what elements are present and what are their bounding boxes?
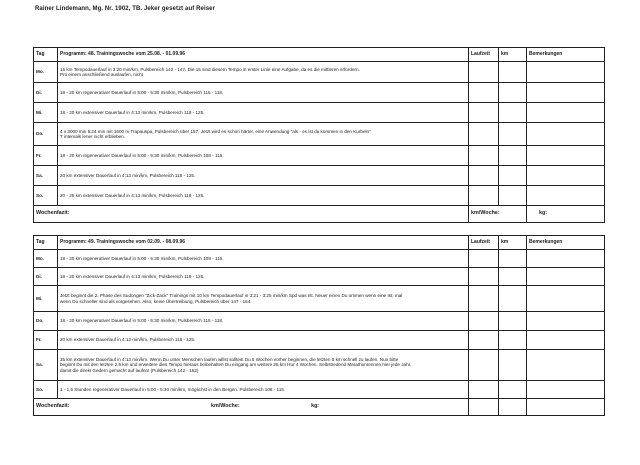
laufzeit-cell[interactable] [469, 331, 499, 350]
bemerkungen-cell[interactable] [527, 62, 605, 83]
day-label: Do. [34, 312, 58, 331]
bemerkungen-cell[interactable] [527, 83, 605, 103]
day-label: Mi. [34, 286, 58, 312]
km-cell[interactable] [499, 331, 527, 350]
laufzeit-cell[interactable] [469, 286, 499, 312]
km-cell[interactable] [499, 83, 527, 103]
col-bemerkungen: Bemerkungen [527, 48, 605, 62]
laufzeit-cell[interactable] [469, 83, 499, 103]
table-row [34, 268, 605, 286]
km-cell[interactable] [499, 166, 527, 186]
training-text: 20 - 25 km extensiver Dauerlauf in 4:13 min/km, Pulsbereich 118 - 125. [58, 186, 469, 206]
day-label: Fr. [34, 146, 58, 166]
week2-table [33, 235, 605, 416]
training-text: 20 km extensiver Dauerlauf in 4:13 min/km, Pulsbereich 118 - 125. [58, 166, 469, 186]
laufzeit-cell[interactable] [469, 399, 499, 416]
col-km: km [499, 236, 527, 250]
laufzeit-cell[interactable] [469, 312, 499, 331]
bemerkungen-cell[interactable] [527, 399, 605, 416]
table-row [34, 350, 605, 381]
kmwoche-label[interactable]: km/Woche: [469, 206, 527, 223]
laufzeit-cell[interactable] [469, 166, 499, 186]
km-cell[interactable] [499, 350, 527, 381]
km-cell[interactable] [499, 381, 527, 399]
training-text: 4 x 3000 min 5:24 min mit 1600 m Trapauspa, Pulsbereich über 157. Jetzt wird es schon härter, eine Anwendung "als - es ist da kommen in den Kurbeln" T intervals lener nicht erblieben. [58, 123, 469, 146]
col-laufzeit: Laufzeit [469, 236, 499, 250]
table-row [34, 381, 605, 399]
table-row [34, 103, 605, 123]
training-text: 18 - 20 km regenerativer Dauerlauf in 5:00 - 5:30 min/km, Pulsbereich 115 - 118. [58, 83, 469, 103]
table-row [34, 123, 605, 146]
day-label: Di. [34, 268, 58, 286]
bemerkungen-cell[interactable] [527, 186, 605, 206]
bemerkungen-cell[interactable] [527, 123, 605, 146]
kg-label: kg: [311, 403, 320, 410]
km-cell[interactable] [499, 312, 527, 331]
bemerkungen-cell[interactable] [527, 350, 605, 381]
table-row [34, 62, 605, 83]
bemerkungen-cell[interactable] [527, 286, 605, 312]
day-label: Sa. [34, 350, 58, 381]
laufzeit-cell[interactable] [469, 381, 499, 399]
week1-program-title: Programm: 48. Trainingswoche vom 25.08. - 01.09.96 [58, 48, 469, 62]
day-label: So. [34, 381, 58, 399]
table-row [34, 146, 605, 166]
kg-label[interactable]: kg: [527, 206, 605, 223]
training-text: 15 km Tempodauerlauf in 3:20 min/km, Pulsbereich 142 - 147. Die 15 sind diesem Tempo in erster Linie eine Aufgabe, da es die mittleren erfordern. Pro einem anschließend auslaufen, nicht [58, 62, 469, 83]
training-text: 35 km extensiver Dauerlauf in 4:13 min/km. Wenn Du unter Menschen laufen willst solltest Du 5 Wochen vorher beginnen, die letzten 5 km schnell zu laufen. Nun bitte beginnt Du mit den letzten 2,5 km und erweitere dies Tempo hieraus beibehalten Du eingang am weitere 25 km Hur 4 Wochen. Selbstredend Marathonrennen hier jede Jahr, damit die direkt Gedern gemacht auf laufen! (Pulsbereich 142 - 152) [58, 350, 469, 381]
bemerkungen-cell[interactable] [527, 312, 605, 331]
bemerkungen-cell[interactable] [527, 331, 605, 350]
bemerkungen-cell[interactable] [527, 103, 605, 123]
page-title: Rainer Lindemann, Mg. Nr. 1902, TB. Jeker gesetzt auf Reiser [35, 6, 216, 12]
col-km: km [499, 48, 527, 62]
wochenfazit-label[interactable]: Wochenfazit: [34, 206, 469, 223]
km-cell[interactable] [499, 268, 527, 286]
laufzeit-cell[interactable] [469, 268, 499, 286]
laufzeit-cell[interactable] [469, 62, 499, 83]
table-row [34, 250, 605, 268]
bemerkungen-cell[interactable] [527, 268, 605, 286]
day-label: Di. [34, 83, 58, 103]
bemerkungen-cell[interactable] [527, 250, 605, 268]
table-row [34, 331, 605, 350]
km-cell[interactable] [499, 62, 527, 83]
laufzeit-cell[interactable] [469, 146, 499, 166]
laufzeit-cell[interactable] [469, 186, 499, 206]
week1-table [33, 47, 605, 223]
table-row [34, 286, 605, 312]
col-day: Tag [34, 236, 58, 250]
day-label: Do. [34, 123, 58, 146]
km-cell[interactable] [499, 146, 527, 166]
laufzeit-cell[interactable] [469, 250, 499, 268]
day-label: Mo. [34, 250, 58, 268]
bemerkungen-cell[interactable] [527, 166, 605, 186]
kmwoche-label: km/Woche: [210, 403, 240, 410]
training-text: 20 km extensiver Dauerlauf in 4:13 min/km, Pulsbereich 118 - 125. [58, 331, 469, 350]
laufzeit-cell[interactable] [469, 123, 499, 146]
week1-header-row [34, 48, 605, 62]
day-label: Fr. [34, 331, 58, 350]
week2-footer-row [34, 399, 605, 416]
laufzeit-cell[interactable] [469, 350, 499, 381]
week1-footer-row [34, 206, 605, 223]
wochenfazit-label[interactable]: Wochenfazit: km/Woche: kg: [34, 399, 469, 416]
km-cell[interactable] [499, 250, 527, 268]
table-row [34, 166, 605, 186]
laufzeit-cell[interactable] [469, 103, 499, 123]
week2-header-row [34, 236, 605, 250]
km-cell[interactable] [499, 399, 527, 416]
day-label: Mo. [34, 62, 58, 83]
table-row [34, 83, 605, 103]
col-laufzeit: Laufzeit [469, 48, 499, 62]
training-text: 18 - 20 km regenerativer Dauerlauf in 5:00 - 5:30 min/km, Pulsbereich 108 - 115. [58, 146, 469, 166]
training-text: 18 - 20 km extensiver Dauerlauf in 4:13 min/km, Pulsbereich 118 - 125. [58, 103, 469, 123]
training-text: 18 - 20 km regenerativer Dauerlauf in 5:00 - 5:30 min/km, Pulsbereich 108 - 115. [58, 250, 469, 268]
bemerkungen-cell[interactable] [527, 146, 605, 166]
training-text: Jetzt beginnt die 2. Phase des Sudongen "Zick-Zack" Trainings mit 10 km Tempodauerlauf in 3:21 - 3:25 min/km Spd was Ist. Neuer einen Du ommen wenn eine Ist, mal wenn Du schneller sind als vorgesehen. Also, keine Übertreibung, Pulsbereich über 147 - 154. [58, 286, 469, 312]
table-row [34, 312, 605, 331]
km-cell[interactable] [499, 103, 527, 123]
training-text: 18 - 20 km extensiver Dauerlauf in 4:13 min/km, Pulsbereich 118 - 125. [58, 268, 469, 286]
training-text: 18 - 20 km regenerativer Dauerlauf in 5:00 - 5:30 min/km, Pulsbereich 115 - 118. [58, 312, 469, 331]
table-row [34, 186, 605, 206]
day-label: Sa. [34, 166, 58, 186]
km-cell[interactable] [499, 286, 527, 312]
day-label: Mi. [34, 103, 58, 123]
km-cell[interactable] [499, 186, 527, 206]
col-day: Tag [34, 48, 58, 62]
day-label: So. [34, 186, 58, 206]
bemerkungen-cell[interactable] [527, 381, 605, 399]
week2-program-title: Programm: 49. Trainingswoche vom 02.09. - 08.09.96 [58, 236, 469, 250]
km-cell[interactable] [499, 123, 527, 146]
col-bemerkungen: Bemerkungen [527, 236, 605, 250]
training-text: 1 - 1,5 Stunden regenerativer Dauerlauf in 5:00 - 5:30 min/km, möglichst in den Bergen. Pulsbereich 108 - 115. [58, 381, 469, 399]
